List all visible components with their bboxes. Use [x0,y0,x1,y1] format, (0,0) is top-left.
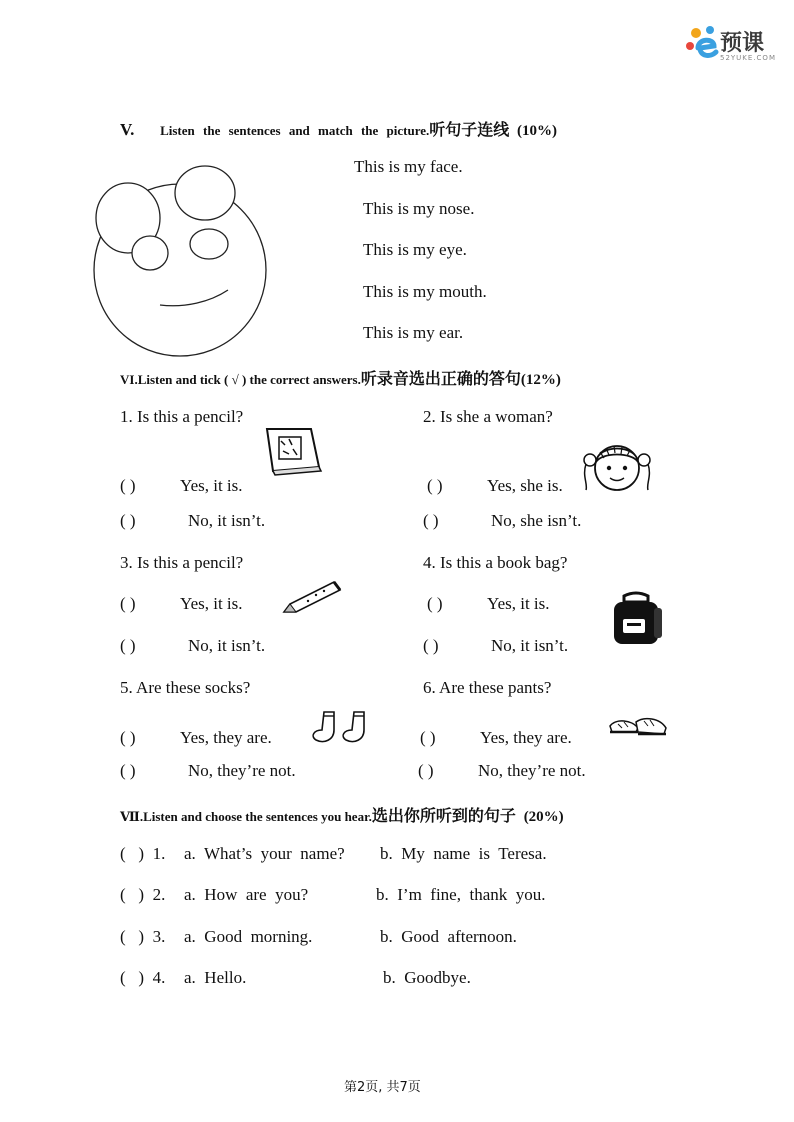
choice-1-b: b. My name is Teresa. [380,844,547,863]
section7-instruction-cn: 选出你所听到的句子 [371,808,516,825]
q3-yes-paren[interactable]: ( ) [120,594,136,613]
q2-yes-answer: Yes, she is. [487,476,563,495]
choice-1-number[interactable]: ( ) 1. [120,844,166,863]
backpack-icon [608,592,664,648]
q5-yes-paren[interactable]: ( ) [120,728,136,747]
q3-no-answer: No, it isn’t. [188,636,266,655]
question-4: 4. Is this a book bag? [423,553,568,572]
q4-yes-answer: Yes, it is. [487,594,550,613]
sentence-ear: This is my ear. [363,323,464,342]
q5-no-answer: No, they’re not. [188,761,296,780]
choice-4-a: a. Hello. [184,968,247,987]
q6-no-paren[interactable]: ( ) [418,761,434,780]
q6-yes-answer: Yes, they are. [480,728,572,747]
section6-heading [120,366,561,389]
section7-instruction: Ⅶ.Listen and choose the sentences you hear. [120,809,372,824]
q1-yes-paren[interactable]: ( ) [120,476,136,495]
question-6: 6. Are these pants? [423,678,552,697]
choice-3-number[interactable]: ( ) 3. [120,927,166,946]
notebook-icon [265,427,325,477]
choice-4-b: b. Goodbye. [383,968,471,987]
q2-no-paren[interactable]: ( ) [423,511,439,530]
shoes-icon [606,716,670,746]
q6-no-answer: No, they’re not. [478,761,586,780]
q1-no-answer: No, it isn’t. [188,511,266,530]
sentence-mouth: This is my mouth. [363,282,487,301]
q5-no-paren[interactable]: ( ) [120,761,136,780]
sentence-face: This is my face. [354,157,463,176]
q4-no-answer: No, it isn’t. [491,636,569,655]
q1-no-paren[interactable]: ( ) [120,511,136,530]
girl-face-icon [582,436,652,496]
section5-instruction-cn: 听句子连线 [429,122,510,139]
question-3: 3. Is this a pencil? [120,553,244,572]
q1-yes-answer: Yes, it is. [180,476,243,495]
question-1: 1. Is this a pencil? [120,407,244,426]
choice-2-b: b. I’m fine, thank you. [376,885,546,904]
section5-number: V. [120,120,135,139]
q3-no-paren[interactable]: ( ) [120,636,136,655]
question-2: 2. Is she a woman? [423,407,553,426]
sentence-eye: This is my eye. [363,240,467,259]
question-5: 5. Are these socks? [120,678,251,697]
q3-yes-answer: Yes, it is. [180,594,243,613]
section7-heading [120,803,564,826]
q6-yes-paren[interactable]: ( ) [420,728,436,747]
q2-yes-paren[interactable]: ( ) [427,476,443,495]
choice-2-number[interactable]: ( ) 2. [120,885,166,904]
q4-no-paren[interactable]: ( ) [423,636,439,655]
choice-4-number[interactable]: ( ) 4. [120,968,166,987]
logo [684,22,784,66]
q2-no-answer: No, she isn’t. [491,511,582,530]
choice-3-b: b. Good afternoon. [380,927,517,946]
section6-instruction-cn: 听录音选出正确的答句 [360,371,521,388]
logo-icon [684,24,724,64]
q5-yes-answer: Yes, they are. [180,728,272,747]
section7-score: (20%) [523,809,564,825]
choice-3-a: a. Good morning. [184,927,313,946]
section5-score: (10%) [517,123,558,139]
sentence-nose: This is my nose. [363,199,475,218]
face-drawing [90,160,290,360]
section6-score: (12%) [520,372,561,388]
pencil-icon [280,578,344,618]
section5-instruction: Listen the sentences and match the picture. [160,123,430,138]
socks-icon [310,710,376,746]
logo-subtext: 52YUKE.COM [720,54,776,62]
page-number: 第2页, 共7页 [344,1080,421,1095]
section6-instruction: VI.Listen and tick ( √ ) the correct answers. [120,372,361,387]
logo-text: 预课 [720,31,765,56]
section5-heading [120,117,557,140]
choice-1-a: a. What’s your name? [184,844,345,863]
q4-yes-paren[interactable]: ( ) [427,594,443,613]
choice-2-a: a. How are you? [184,885,309,904]
